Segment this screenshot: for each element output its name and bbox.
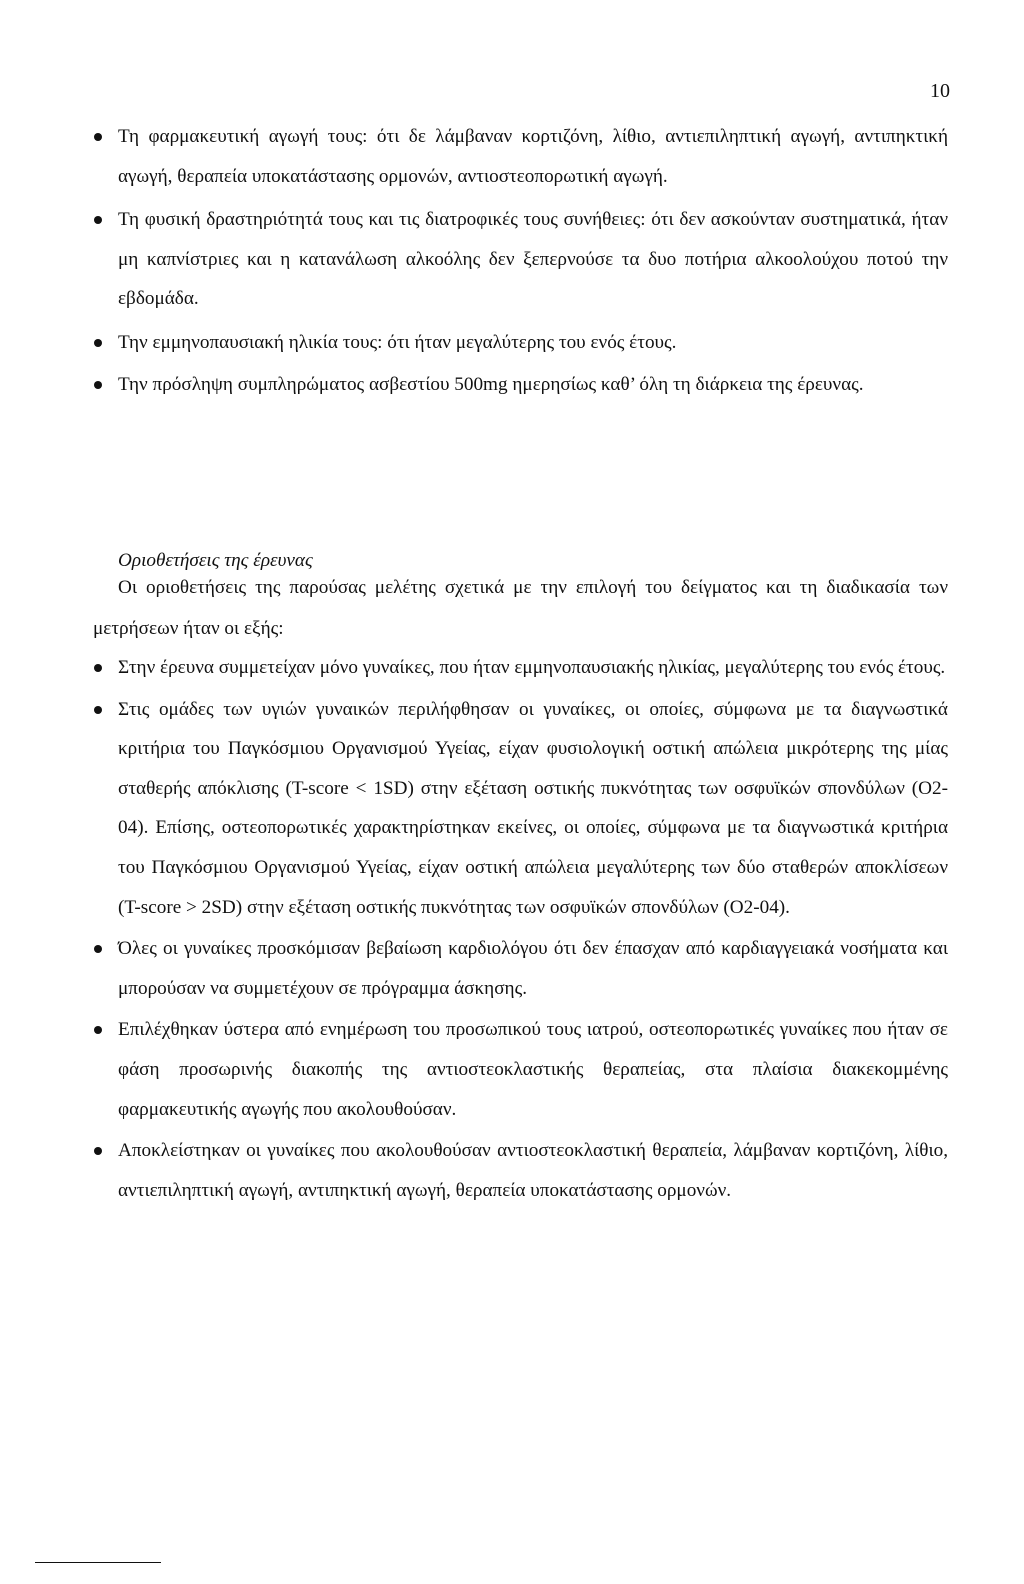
page-number: 10 [930, 80, 950, 102]
list-item: Επιλέχθηκαν ύστερα από ενημέρωση του προσωπικού τους ιατρού, οστεοπορωτικές γυναίκες που ήταν σε φάση προσωρινής διακοπής της αντιοστεοκλαστικής θεραπείας, στα πλαίσια διακεκομμένης φαρμακευτικής αγωγής που ακολουθούσαν. [118, 1010, 948, 1129]
list-item: Την πρόσληψη συμπληρώματος ασβεστίου 500mg ημερησίως καθ’ όλη τη διάρκεια της έρευνας. [118, 365, 948, 405]
list-item: Στην έρευνα συμμετείχαν μόνο γυναίκες, που ήταν εμμηνοπαυσιακής ηλικίας, μεγαλύτερης του ενός έτους. [118, 648, 948, 688]
footnote-divider [35, 1562, 161, 1563]
criteria-list [118, 117, 948, 404]
list-item: Την εμμηνοπαυσιακή ηλικία τους: ότι ήταν μεγαλύτερης του ενός έτους. [118, 323, 948, 363]
intro-paragraph: Οι οριοθετήσεις της παρούσας μελέτης σχετικά με την επιλογή του δείγματος και τη διαδικασία των μετρήσεων ήταν οι εξής: [93, 577, 948, 639]
delimitations-list [118, 648, 948, 1212]
list-item: Τη φυσική δραστηριότητά τους και τις διατροφικές τους συνήθειες: ότι δεν ασκούνταν συστηματικά, ήταν μη καπνίστριες και η κατανάλωση αλκοόλης δεν ξεπερνούσε τα δυο ποτήρια αλκοολούχου ποτού την εβδομάδα. [118, 200, 948, 319]
list-item: Στις ομάδες των υγιών γυναικών περιλήφθησαν οι γυναίκες, οι οποίες, σύμφωνα με τα διαγνωστικά κριτήρια του Παγκόσμιου Οργανισμού Υγείας, είχαν φυσιολογική οστική απώλεια μικρότερης της μίας σταθερής απόκλισης (T-score < 1SD) στην εξέταση οστικής πυκνότητας των οσφυϊκών σπονδύλων (Ο2-04). Επίσης, οστεοπορωτικές χαρακτηρίστηκαν εκείνες, οι οποίες, σύμφωνα με τα διαγνωστικά κριτήρια του Παγκόσμιου Οργανισμού Υγείας, είχαν οστική απώλεια μεγαλύτερης των δύο σταθερών αποκλίσεων (T-score > 2SD) στην εξέταση οστικής πυκνότητας των οσφυϊκών σπονδύλων (Ο2-04). [118, 690, 948, 928]
section-title: Οριοθετήσεις της έρευνας [118, 550, 313, 571]
list-item: Αποκλείστηκαν οι γυναίκες που ακολουθούσαν αντιοστεοκλαστική θεραπεία, λάμβαναν κορτιζόνη, λίθιο, αντιεπιληπτική αγωγή, αντιπηκτική αγωγή, θεραπεία υποκατάστασης ορμονών. [118, 1131, 948, 1210]
list-item: Τη φαρμακευτική αγωγή τους: ότι δε λάμβαναν κορτιζόνη, λίθιο, αντιεπιληπτική αγωγή, αντιπηκτική αγωγή, θεραπεία υποκατάστασης ορμονών, αντιοστεοπορωτική αγωγή. [118, 117, 948, 196]
list-item: Όλες οι γυναίκες προσκόμισαν βεβαίωση καρδιολόγου ότι δεν έπασχαν από καρδιαγγειακά νοσήματα και μπορούσαν να συμμετέχουν σε πρόγραμμα άσκησης. [118, 929, 948, 1008]
